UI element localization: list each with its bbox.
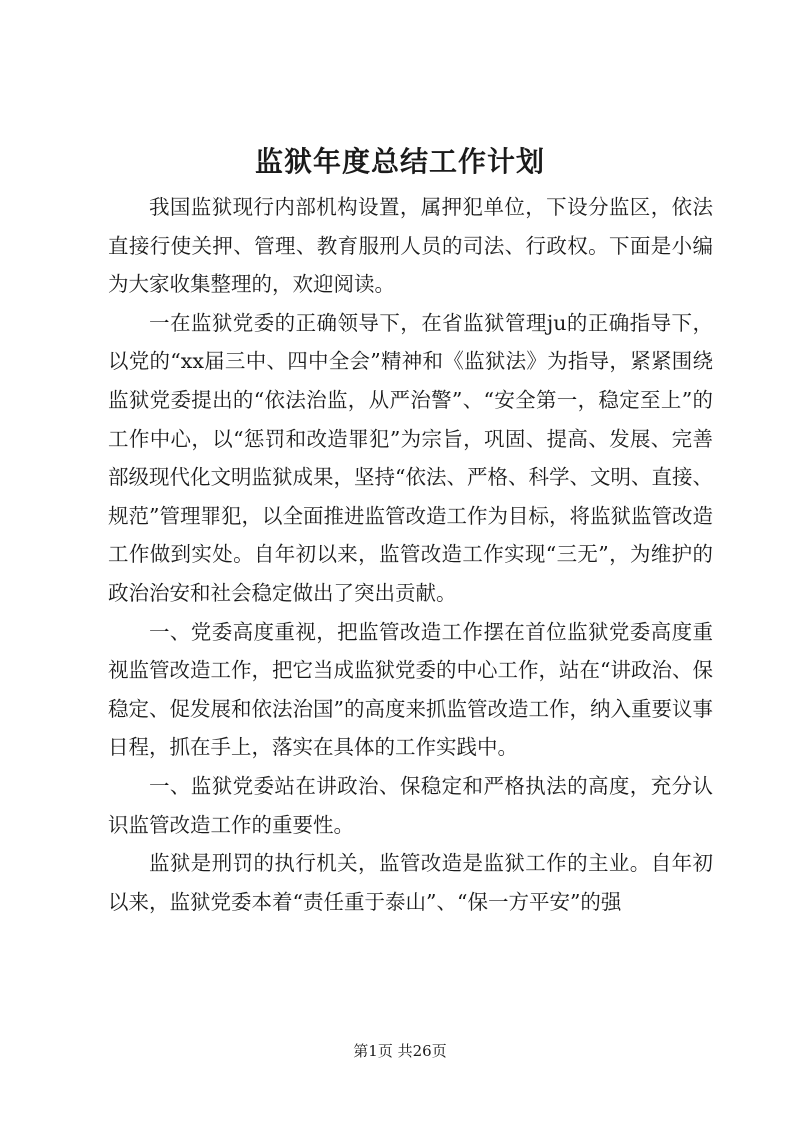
paragraph-intro: 我国监狱现行内部机构设置，属押犯单位，下设分监区，依法直接行使关押、管理、教育服刑人员的司法、行政权。下面是小编为大家收集整理的，欢迎阅读。 <box>108 195 713 297</box>
document-title: 监狱年度总结工作计划 <box>254 145 545 178</box>
paragraph-section-one: 一、党委高度重视，把监管改造工作摆在首位监狱党委高度重视监管改造工作，把它当成监狱党委的中心工作，站在“讲政治、保稳定、促发展和依法治国”的高度来抓监管改造工作，纳入重要议事日程，抓在手上，落实在具体的工作实践中。 <box>108 619 713 760</box>
document-body <box>108 188 713 921</box>
paragraph-prison-role: 监狱是刑罚的执行机关，监管改造是监狱工作的主业。自年初以来，监狱党委本着“责任重于泰山”、“保一方平安”的强 <box>108 851 713 914</box>
paragraph-subsection-one: 一、监狱党委站在讲政治、保稳定和严格执法的高度，充分认识监管改造工作的重要性。 <box>108 773 713 837</box>
paragraph-summary: 一在监狱党委的正确领导下，在省监狱管理ju的正确指导下，以党的“xx届三中、四中全会”精神和《监狱法》为指导，紧紧围绕监狱党委提出的“依法治监，从严治警”、“安全第一，稳定至上”的工作中心，以“惩罚和改造罪犯”为宗旨，巩固、提高、发展、完善部级现代化文明监狱成果，坚持“依法、严格、科学、文明、直接、规范”管理罪犯，以全面推进监管改造工作为目标，将监狱监管改造工作做到实处。自年初以来，监管改造工作实现“三无”，为维护的政治治安和社会稳定做出了突出贡献。 <box>108 310 713 605</box>
page-number-footer: 第1页 共26页 <box>353 1042 447 1060</box>
